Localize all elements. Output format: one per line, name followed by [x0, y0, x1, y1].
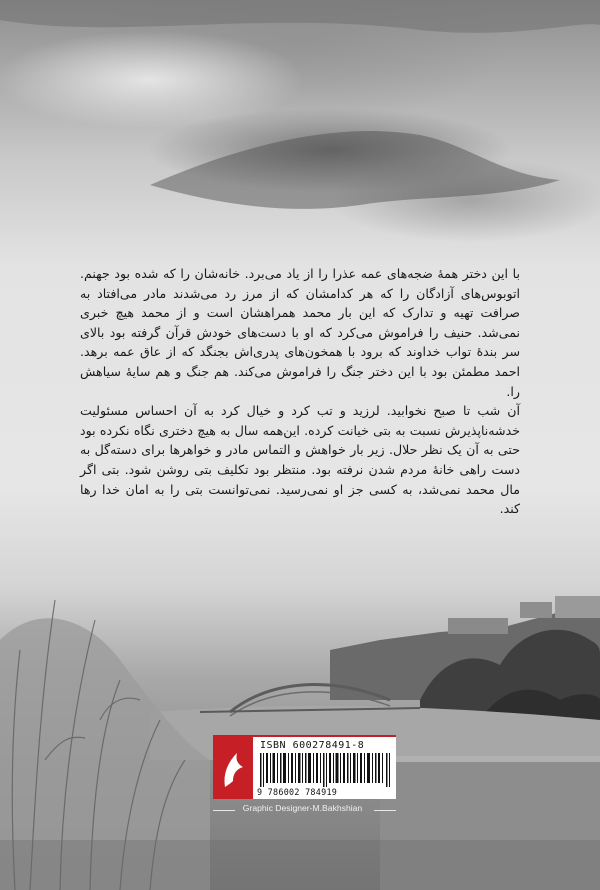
- bird-logo-icon: [219, 747, 247, 791]
- isbn-barcode-block: [213, 735, 396, 799]
- credit-divider-right: [374, 810, 396, 811]
- blurb-paragraph-2: آن شب تا صبح نخوابید. لرزید و تب کرد و خیال کرد به آن احساس مسئولیت خدشه‌ناپذیرش نسبت به بتی خیانت کرده. این‌همه سال به هیچ دختری نگاه نکرده بود حتی به آن یک نظر حلال. زیر بار خواهش و التماس مادر و خواهرها برای دسته‌گل به دست راهی خانهٔ مردم شدن نرفته بود. منتظر بود تکلیف بتی روشن شود. بتی اگر مال محمد نمی‌شد، به کسی جز او نمی‌رسید. نمی‌توانست بتی را به امان خدا رها کند.: [80, 403, 520, 517]
- barcode-number: 9 786002 784919: [257, 787, 338, 797]
- isbn-label: ISBN 600278491-8: [260, 740, 365, 751]
- barcode-icon: [260, 753, 392, 787]
- publisher-logo: [213, 737, 253, 799]
- graphic-designer-credit: Graphic Designer-M.Bakhshian: [242, 803, 363, 813]
- blurb-paragraph-1: با این دختر همهٔ ضجه‌های عمه عذرا را از یاد می‌برد. خانه‌شان را که شده بود جهنم. اتوبوس‌های آزادگان را که هر کدامشان که از مرز رد می‌شدند مادر می‌افتاد به صرافت تهیه و تدارک که این بار محمد همراهشان است و از محمد هیچ خبری نمی‌شد. حنیف را فراموش می‌کرد که او با دست‌های خودش قرآن گرفته بود بالای سر بندهٔ تواب خداوند که برود با همخون‌های پدری‌اش بجنگد که از عاق عمه برهد. احمد مطمئن بود با این دختر جنگ را فراموش می‌کند. هم جنگ و هم سایهٔ سیاهش را.: [80, 266, 520, 399]
- back-cover-blurb: [80, 264, 520, 519]
